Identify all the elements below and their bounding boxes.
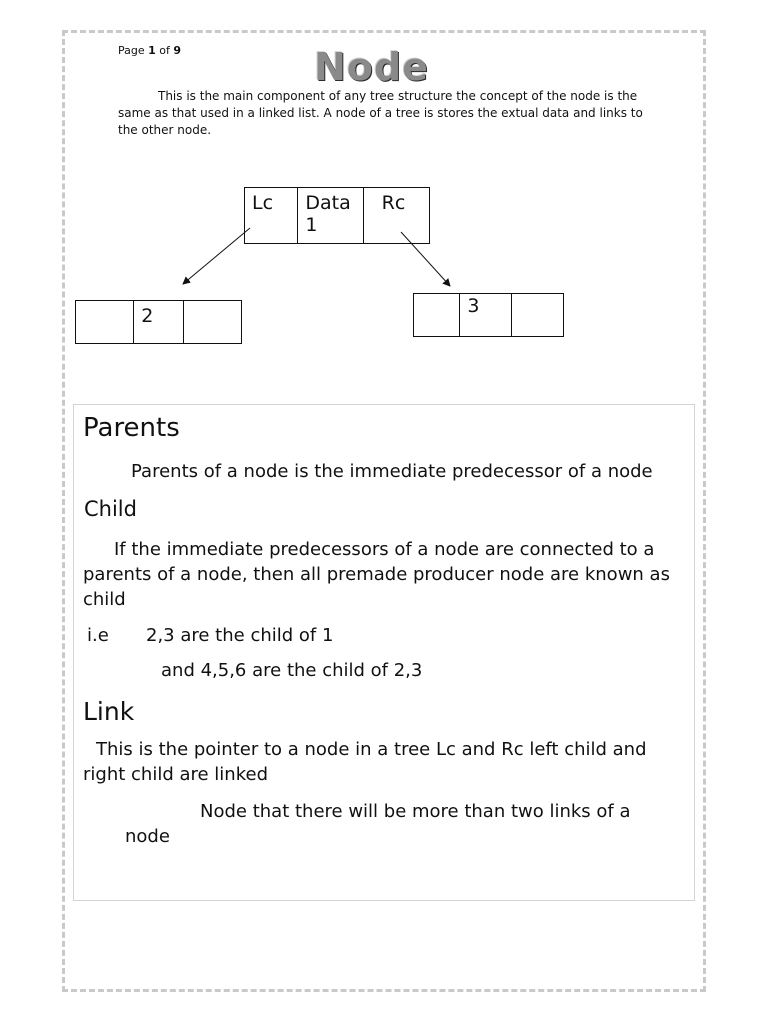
- root-left-child-pointer: Lc: [245, 188, 298, 243]
- left-child-lc-cell: [76, 301, 134, 343]
- link-note: Node that there will be more than two links of a node: [125, 801, 631, 847]
- right-child-lc-cell: [414, 294, 460, 336]
- left-link-arrow: [183, 228, 250, 284]
- parents-heading: Parents: [83, 413, 180, 443]
- root-node: [244, 187, 430, 244]
- child-heading: Child: [84, 497, 137, 521]
- parents-body: Parents of a node is the immediate predecessor of a node: [131, 461, 653, 482]
- child-example-prefix: i.e: [87, 625, 109, 646]
- page-total: 9: [173, 44, 182, 57]
- child-example-line2: and 4,5,6 are the child of 2,3: [161, 660, 423, 681]
- right-child-data: 3: [460, 294, 511, 336]
- root-data-value: 1: [305, 214, 318, 236]
- link-body: This is the pointer to a node in a tree Lc and Rc left child and right child are linked: [83, 739, 647, 785]
- document-title: Node: [314, 45, 429, 89]
- right-child-rc-cell: [512, 294, 563, 336]
- left-child-node: [75, 300, 242, 344]
- root-data-label: Data: [305, 192, 351, 214]
- left-child-data: 2: [134, 301, 183, 343]
- right-child-node: [413, 293, 564, 337]
- intro-paragraph: This is the main component of any tree structure the concept of the node is the same as that used in a linked list. A node of a tree is stores the extual data and links to the other node.: [118, 89, 643, 137]
- link-heading: Link: [83, 697, 135, 726]
- page-label-prefix: Page: [118, 44, 149, 57]
- page-of: of: [155, 44, 174, 57]
- root-right-child-pointer: Rc: [381, 192, 406, 214]
- left-child-rc-cell: [184, 301, 241, 343]
- root-data-cell: [298, 188, 363, 243]
- child-example-line1: 2,3 are the child of 1: [146, 625, 334, 646]
- child-body: If the immediate predecessors of a node are connected to a parents of a node, then all premade producer node are known as child: [83, 539, 670, 610]
- page-current: 1: [148, 44, 156, 57]
